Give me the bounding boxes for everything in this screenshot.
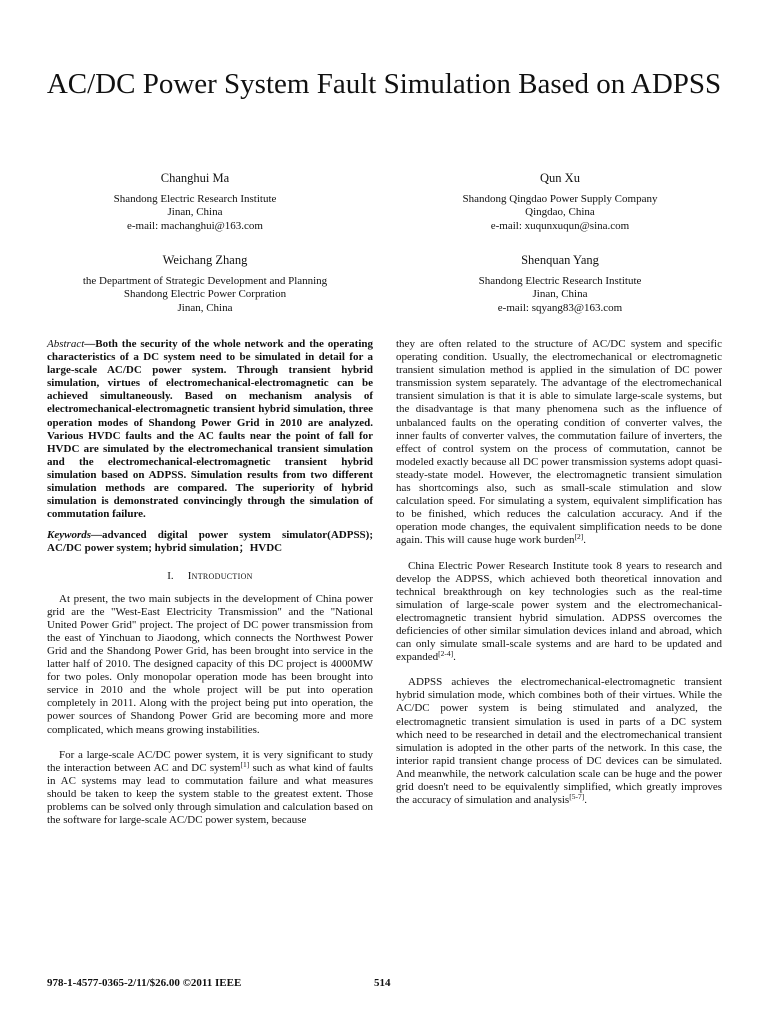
body-paragraph: [396, 676, 722, 807]
section-title: Introduction: [187, 569, 253, 582]
paragraph-text: .: [584, 794, 587, 807]
author-block: [65, 172, 325, 233]
paragraph-text: ADPSS achieves the electromechanical-electromagnetic transient hybrid simulation mode, which combines both of their virtues. While the AC/DC power system is being stimulated and analyzed, the electromagnetic transient simulation is used in parts of a DC system which need to be researched in detail and the electromechanical transient simulation is adopted in the other parts of the network. In this case, the interior rapid transient change process of DC devices can be simulated. And meanwhile, the network calculation scale can be huge and the power grid doesn't need to be equivalently simplified, which greatly improves the accuracy of simulation and analysis: [396, 676, 722, 807]
author-affiliation-2: Shandong Electric Power Corpration: [123, 288, 287, 300]
section-number: I.: [167, 569, 174, 582]
page-number: 514: [374, 977, 391, 989]
citation-ref: [2-4]: [438, 649, 454, 659]
paper-title: AC/DC Power System Fault Simulation Based on ADPSS: [46, 68, 722, 100]
author-name: Weichang Zhang: [162, 253, 248, 267]
body-paragraph: [396, 560, 722, 665]
author-email: e-mail: sqyang83@163.com: [497, 301, 623, 314]
body-paragraph: [47, 749, 373, 828]
paragraph-text: .: [453, 651, 456, 664]
paragraph-text: For a large-scale AC/DC power system, it is very significant to study the interaction between AC and DC system: [47, 748, 373, 774]
author-block: [420, 172, 700, 233]
author-affiliation: Shandong Electric Research Institute: [113, 192, 277, 205]
author-location: Jinan, China: [167, 206, 223, 218]
author-location: Jinan, China: [177, 301, 233, 314]
author-block: [40, 254, 370, 315]
keywords-dash: —: [91, 529, 102, 542]
citation-ref: [5-7]: [569, 792, 585, 802]
citation-ref: [2]: [574, 532, 584, 542]
author-email: e-mail: xuqunxuqun@sina.com: [490, 219, 630, 232]
author-affiliation: Shandong Electric Research Institute: [478, 274, 642, 287]
citation-ref: [1]: [240, 759, 250, 769]
author-block: [420, 254, 700, 315]
paragraph-text: such as what kind of faults in AC systems may lead to commutation failure and what measures should be taken to keep the system stable to the greatest extent. Those problems can be solved only through simulation and calculation based on the software for large-scale AC/DC power system, because: [47, 761, 373, 827]
paragraph-text: China Electric Power Research Institute took 8 years to research and develop the ADPSS, which achieved both theoretical innovation and technical breakthrough on key technologies such as the real-time simulation of large-scale power system and the electromechanical-electromagnetic transient hybrid simulation. ADPSS overcomes the deficiencies of other similar simulation devices inland and abroad, which can only simulate small-scale systems and are hard to be updated and expanded: [396, 559, 722, 664]
author-location: Qingdao, China: [525, 206, 595, 218]
abstract-dash: —: [84, 338, 96, 350]
author-affiliation: Shandong Qingdao Power Supply Company: [462, 192, 658, 205]
author-location: Jinan, China: [532, 288, 588, 300]
body-paragraph: At present, the two main subjects in the development of China power grid are the "West-East Electricity Transmission" and the "National United Power Grid" project. The project of DC power transmission from the east of Yinchuan to Jiaodong, which connects the Northwest Power Grid and the Shandong Power Grid, has been brought into service in the latter half of 2010. The designed capacity of this DC project is 4000MW for two poles. Only monopolar operation mode has been brought into service in 2010 and the whole project will be put into operation completely in 2011. Along with the project being put into operation, the power sources of Shandong Power Grid are becoming more and more complicated, which means growing instabilities.: [47, 592, 373, 736]
author-name: Qun Xu: [540, 171, 580, 185]
footer-isbn: 978-1-4577-0365-2/11/$26.00 ©2011 IEEE: [47, 977, 242, 989]
author-name: Shenquan Yang: [521, 253, 599, 267]
author-email: e-mail: machanghui@163.com: [127, 219, 263, 232]
paragraph-text: .: [583, 534, 587, 547]
abstract-text: Both the security of the whole network and the operating characteristics of a DC system need to be simulated in detail for a large-scale AC/DC power system. Through transient hybrid simulation, virtues of electromechanical-electromagnetic can be achieved simultaneously. Based on mechanism analysis of electromechanical-electromagnetic transient hybrid simulation, three operation modes of Shandong Power Grid in 2010 are analyzed. Various HVDC faults and the AC faults near the point of fall for HVDC are simulated by the electromechanical transient simulation and the electromechanical-electromagnetic transient hybrid simulation based on ADPSS. Simulation results from two different simulation methods are compared. The superiority of hybrid simulation is demonstrated convincingly through the simulation of commutation failure.: [47, 338, 373, 521]
paragraph-text: they are often related to the structure of AC/DC system and specific operating condition. Usually, the electromechanical or electromagnetic transient simulation method is applied in the simulation of DC power transmission system separately. The advantage of the electromechanical transient simulation is that it is able to simulate large-scale systems, but the disadvantage is that many phenomena such as the influence of unbalanced faults on the operating condition of converter valves, the inner faults of converter valves, the commutation failure of inverters, the effect of control system on the process of commutation, cannot be modeled exactly because all DC power transmission systems adopt quasi-steady-state model. However, the electromagnetic transient simulation has shortcomings also, such as small-scale stimulation and slow calculation speed. For simulating a system, equivalent simplification has to be finished, which reduces the calculation accuracy. And if the operation mode changes, the equivalent simplification needs to be done again. This will cause huge work burden: [396, 338, 722, 547]
abstract-label: Abstract: [47, 338, 85, 350]
abstract: [47, 338, 373, 521]
author-name: Changhui Ma: [160, 171, 230, 185]
keywords-label: Keywords: [47, 529, 91, 542]
right-column: [396, 338, 722, 807]
section-heading: [47, 570, 373, 583]
body-paragraph: [396, 338, 722, 548]
keywords: [47, 529, 373, 555]
author-affiliation: the Department of Strategic Development and Planning: [82, 274, 328, 287]
left-column: [47, 338, 373, 827]
keywords-text: advanced digital power system simulator(ADPSS); AC/DC power system; hybrid simulation；HVDC: [47, 529, 373, 555]
